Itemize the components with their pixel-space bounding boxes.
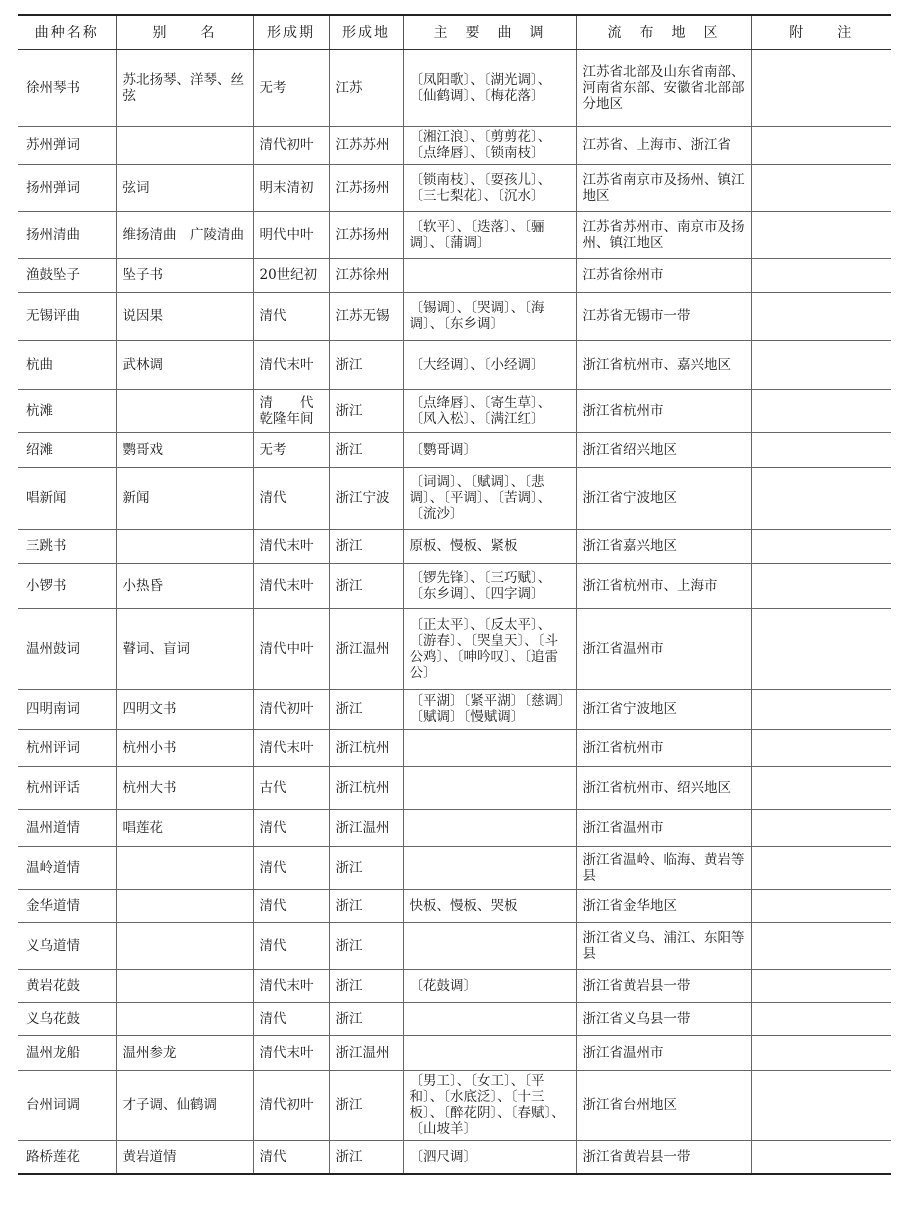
cell-genre-name: 温岭道情: [18, 846, 116, 889]
cell-notes: [751, 608, 891, 689]
cell-genre-name: 杭州评话: [18, 766, 116, 809]
cell-alias: 鹦哥戏: [116, 432, 253, 467]
cell-alias: [116, 529, 253, 563]
cell-formation-period: 清代: [253, 292, 329, 340]
cell-formation-place: 浙江: [329, 1070, 403, 1140]
cell-alias: 坠子书: [116, 258, 253, 292]
cell-alias: 新闻: [116, 467, 253, 529]
cell-distribution-area: 浙江省杭州市、上海市: [576, 563, 751, 608]
table-row: [18, 340, 891, 389]
cell-formation-period: 无考: [253, 49, 329, 126]
table-row: [18, 608, 891, 689]
cell-alias: 弦词: [116, 164, 253, 211]
header-formation-place: 形成地: [329, 15, 403, 49]
table-row: [18, 969, 891, 1002]
cell-main-tunes: [403, 922, 576, 969]
cell-alias: 小热昏: [116, 563, 253, 608]
cell-formation-period: 清代末叶: [253, 969, 329, 1002]
table-row: [18, 126, 891, 164]
cell-alias: 四明文书: [116, 689, 253, 729]
cell-notes: [751, 292, 891, 340]
cell-main-tunes: 〔平湖〕〔紧平湖〕〔慈调〕〔赋调〕〔慢赋调〕: [403, 689, 576, 729]
cell-main-tunes: 〔锣先锋〕、〔三巧赋〕、〔东乡调〕、〔四字调〕: [403, 563, 576, 608]
cell-genre-name: 小锣书: [18, 563, 116, 608]
cell-formation-place: 江苏无锡: [329, 292, 403, 340]
cell-genre-name: 温州道情: [18, 809, 116, 846]
cell-alias: 温州参龙: [116, 1035, 253, 1070]
cell-distribution-area: 浙江省温岭、临海、黄岩等县: [576, 846, 751, 889]
cell-genre-name: 温州龙船: [18, 1035, 116, 1070]
cell-formation-place: 浙江: [329, 889, 403, 922]
cell-distribution-area: 浙江省义乌县一带: [576, 1002, 751, 1035]
cell-genre-name: 杭州评词: [18, 729, 116, 766]
cell-formation-place: 浙江温州: [329, 809, 403, 846]
cell-genre-name: 杭滩: [18, 389, 116, 432]
cell-formation-period: 清代: [253, 1140, 329, 1174]
cell-main-tunes: 〔词调〕、〔赋调〕、〔悲调〕、〔平调〕、〔苦调〕、〔流沙〕: [403, 467, 576, 529]
cell-formation-place: 江苏扬州: [329, 164, 403, 211]
table-row: [18, 729, 891, 766]
cell-formation-place: 浙江: [329, 969, 403, 1002]
cell-formation-place: 浙江: [329, 1140, 403, 1174]
cell-formation-place: 江苏扬州: [329, 211, 403, 258]
cell-distribution-area: 江苏省北部及山东省南部、河南省东部、安徽省北部部分地区: [576, 49, 751, 126]
table-header-row: [18, 15, 891, 49]
cell-formation-place: 浙江温州: [329, 1035, 403, 1070]
table-body: [18, 49, 891, 1174]
cell-notes: [751, 467, 891, 529]
cell-notes: [751, 126, 891, 164]
cell-formation-period: 清代: [253, 846, 329, 889]
cell-genre-name: 四明南词: [18, 689, 116, 729]
cell-formation-place: 江苏苏州: [329, 126, 403, 164]
cell-formation-period: 清代初叶: [253, 689, 329, 729]
cell-formation-place: 浙江宁波: [329, 467, 403, 529]
cell-distribution-area: 江苏省南京市及扬州、镇江地区: [576, 164, 751, 211]
cell-formation-period: 无考: [253, 432, 329, 467]
cell-distribution-area: 浙江省台州地区: [576, 1070, 751, 1140]
table-row: [18, 1070, 891, 1140]
cell-alias: [116, 846, 253, 889]
cell-distribution-area: 江苏省徐州市: [576, 258, 751, 292]
cell-formation-place: 浙江: [329, 529, 403, 563]
cell-genre-name: 义乌花鼓: [18, 1002, 116, 1035]
cell-distribution-area: 浙江省义乌、浦江、东阳等县: [576, 922, 751, 969]
cell-main-tunes: [403, 809, 576, 846]
cell-formation-period: 明代中叶: [253, 211, 329, 258]
cell-main-tunes: 〔软平〕、〔迭落〕、〔骊调〕、〔蒲调〕: [403, 211, 576, 258]
header-main-tunes: 主 要 曲 调: [403, 15, 576, 49]
cell-genre-name: 金华道情: [18, 889, 116, 922]
table-row: [18, 1140, 891, 1174]
cell-notes: [751, 689, 891, 729]
cell-main-tunes: [403, 846, 576, 889]
cell-notes: [751, 809, 891, 846]
cell-distribution-area: 浙江省黄岩县一带: [576, 969, 751, 1002]
table-row: [18, 689, 891, 729]
cell-genre-name: 三跳书: [18, 529, 116, 563]
cell-alias: 才子调、仙鹤调: [116, 1070, 253, 1140]
cell-notes: [751, 922, 891, 969]
cell-distribution-area: 江苏省无锡市一带: [576, 292, 751, 340]
cell-formation-place: 浙江: [329, 846, 403, 889]
cell-distribution-area: 浙江省金华地区: [576, 889, 751, 922]
cell-notes: [751, 889, 891, 922]
cell-main-tunes: 〔锡调〕、〔哭调〕、〔海调〕、〔东乡调〕: [403, 292, 576, 340]
header-genre-name: 曲种名称: [18, 15, 116, 49]
cell-formation-place: 浙江杭州: [329, 766, 403, 809]
table-row: [18, 211, 891, 258]
cell-genre-name: 义乌道情: [18, 922, 116, 969]
cell-genre-name: 路桥莲花: [18, 1140, 116, 1174]
cell-main-tunes: 〔鹦哥调〕: [403, 432, 576, 467]
cell-notes: [751, 1002, 891, 1035]
table-row: [18, 529, 891, 563]
header-notes: 附 注: [751, 15, 891, 49]
cell-genre-name: 台州词调: [18, 1070, 116, 1140]
cell-genre-name: 徐州琴书: [18, 49, 116, 126]
cell-formation-place: 江苏徐州: [329, 258, 403, 292]
cell-main-tunes: 〔花鼓调〕: [403, 969, 576, 1002]
cell-genre-name: 扬州清曲: [18, 211, 116, 258]
cell-genre-name: 扬州弹词: [18, 164, 116, 211]
cell-notes: [751, 969, 891, 1002]
cell-notes: [751, 164, 891, 211]
cell-main-tunes: 〔凤阳歌〕、〔湖光调〕、〔仙鹤调〕、〔梅花落〕: [403, 49, 576, 126]
cell-alias: 杭州小书: [116, 729, 253, 766]
cell-notes: [751, 211, 891, 258]
cell-alias: 杭州大书: [116, 766, 253, 809]
cell-distribution-area: 江苏省苏州市、南京市及扬州、镇江地区: [576, 211, 751, 258]
cell-formation-period: 清代: [253, 809, 329, 846]
cell-distribution-area: 江苏省、上海市、浙江省: [576, 126, 751, 164]
cell-distribution-area: 浙江省宁波地区: [576, 689, 751, 729]
cell-formation-place: 浙江: [329, 922, 403, 969]
cell-notes: [751, 563, 891, 608]
cell-main-tunes: [403, 258, 576, 292]
cell-distribution-area: 浙江省宁波地区: [576, 467, 751, 529]
cell-formation-place: 浙江杭州: [329, 729, 403, 766]
header-alias: 别 名: [116, 15, 253, 49]
cell-distribution-area: 浙江省绍兴地区: [576, 432, 751, 467]
cell-formation-period: 清代: [253, 922, 329, 969]
cell-alias: [116, 922, 253, 969]
cell-notes: [751, 258, 891, 292]
cell-formation-period: 清代末叶: [253, 340, 329, 389]
table-row: [18, 432, 891, 467]
cell-notes: [751, 529, 891, 563]
cell-alias: 维扬清曲 广陵清曲: [116, 211, 253, 258]
cell-distribution-area: 浙江省杭州市、嘉兴地区: [576, 340, 751, 389]
cell-genre-name: 温州鼓词: [18, 608, 116, 689]
cell-formation-period: 清代: [253, 1002, 329, 1035]
cell-formation-period: 明末清初: [253, 164, 329, 211]
cell-main-tunes: [403, 1035, 576, 1070]
cell-alias: [116, 1002, 253, 1035]
cell-genre-name: 渔鼓坠子: [18, 258, 116, 292]
cell-formation-period: 清代末叶: [253, 529, 329, 563]
cell-notes: [751, 49, 891, 126]
cell-main-tunes: 〔男工〕、〔女工〕、〔平和〕、〔水底泛〕、〔十三板〕、〔醉花阴〕、〔春赋〕、〔山坡羊〕: [403, 1070, 576, 1140]
cell-notes: [751, 1070, 891, 1140]
table-row: [18, 389, 891, 432]
cell-main-tunes: 〔正太平〕、〔反太平〕、〔游春〕、〔哭皇天〕、〔斗公鸡〕、〔呻吟叹〕、〔追雷公〕: [403, 608, 576, 689]
cell-notes: [751, 729, 891, 766]
table-row: [18, 164, 891, 211]
cell-notes: [751, 340, 891, 389]
cell-formation-place: 浙江: [329, 1002, 403, 1035]
cell-main-tunes: [403, 766, 576, 809]
table-row: [18, 1035, 891, 1070]
table-row: [18, 889, 891, 922]
cell-formation-place: 江苏: [329, 49, 403, 126]
cell-alias: [116, 389, 253, 432]
table-row: [18, 809, 891, 846]
cell-distribution-area: 浙江省杭州市、绍兴地区: [576, 766, 751, 809]
cell-distribution-area: 浙江省温州市: [576, 1035, 751, 1070]
cell-main-tunes: 〔湘江浪〕、〔剪剪花〕、〔点绛唇〕、〔锁南枝〕: [403, 126, 576, 164]
cell-formation-period: 清代: [253, 467, 329, 529]
cell-notes: [751, 1140, 891, 1174]
cell-main-tunes: 〔泗尺调〕: [403, 1140, 576, 1174]
cell-alias: [116, 889, 253, 922]
table-row: [18, 563, 891, 608]
cell-alias: 瞽词、盲词: [116, 608, 253, 689]
cell-formation-place: 浙江: [329, 563, 403, 608]
cell-main-tunes: 〔点绛唇〕、〔寄生草〕、〔风入松〕、〔满江红〕: [403, 389, 576, 432]
cell-formation-period: 清代中叶: [253, 608, 329, 689]
cell-formation-period: 清代初叶: [253, 126, 329, 164]
cell-genre-name: 唱新闻: [18, 467, 116, 529]
cell-main-tunes: [403, 1002, 576, 1035]
table-row: [18, 258, 891, 292]
opera-genre-table-container: [18, 14, 891, 1175]
cell-genre-name: 苏州弹词: [18, 126, 116, 164]
cell-formation-place: 浙江: [329, 432, 403, 467]
cell-formation-place: 浙江温州: [329, 608, 403, 689]
cell-alias: [116, 126, 253, 164]
cell-formation-place: 浙江: [329, 689, 403, 729]
cell-main-tunes: 快板、慢板、哭板: [403, 889, 576, 922]
table-row: [18, 846, 891, 889]
cell-formation-period: 清代末叶: [253, 563, 329, 608]
cell-distribution-area: 浙江省杭州市: [576, 729, 751, 766]
cell-alias: 武林调: [116, 340, 253, 389]
cell-notes: [751, 846, 891, 889]
cell-distribution-area: 浙江省温州市: [576, 608, 751, 689]
cell-genre-name: 黄岩花鼓: [18, 969, 116, 1002]
cell-formation-period: 清代末叶: [253, 1035, 329, 1070]
cell-genre-name: 无锡评曲: [18, 292, 116, 340]
cell-genre-name: 绍滩: [18, 432, 116, 467]
table-row: [18, 467, 891, 529]
cell-formation-period: 清代末叶: [253, 729, 329, 766]
cell-distribution-area: 浙江省黄岩县一带: [576, 1140, 751, 1174]
cell-main-tunes: [403, 729, 576, 766]
cell-notes: [751, 1035, 891, 1070]
cell-distribution-area: 浙江省温州市: [576, 809, 751, 846]
cell-formation-period: 清代: [253, 889, 329, 922]
cell-main-tunes: 原板、慢板、紧板: [403, 529, 576, 563]
cell-genre-name: 杭曲: [18, 340, 116, 389]
cell-alias: 苏北扬琴、洋琴、丝弦: [116, 49, 253, 126]
table-row: [18, 1002, 891, 1035]
cell-alias: 黄岩道情: [116, 1140, 253, 1174]
cell-notes: [751, 389, 891, 432]
cell-formation-period: 20世纪初: [253, 258, 329, 292]
cell-distribution-area: 浙江省杭州市: [576, 389, 751, 432]
cell-formation-period: 清 代乾隆年间: [253, 389, 329, 432]
cell-alias: [116, 969, 253, 1002]
cell-formation-place: 浙江: [329, 340, 403, 389]
cell-distribution-area: 浙江省嘉兴地区: [576, 529, 751, 563]
cell-main-tunes: 〔锁南枝〕、〔耍孩儿〕、〔三七梨花〕、〔沉水〕: [403, 164, 576, 211]
cell-main-tunes: 〔大经调〕、〔小经调〕: [403, 340, 576, 389]
header-distribution-area: 流 布 地 区: [576, 15, 751, 49]
header-formation-period: 形成期: [253, 15, 329, 49]
cell-notes: [751, 766, 891, 809]
cell-alias: 唱莲花: [116, 809, 253, 846]
table-row: [18, 766, 891, 809]
cell-formation-place: 浙江: [329, 389, 403, 432]
opera-genre-table: [18, 14, 891, 1175]
cell-notes: [751, 432, 891, 467]
table-row: [18, 49, 891, 126]
table-row: [18, 922, 891, 969]
cell-alias: 说因果: [116, 292, 253, 340]
cell-formation-period: 清代初叶: [253, 1070, 329, 1140]
table-row: [18, 292, 891, 340]
cell-formation-period: 古代: [253, 766, 329, 809]
